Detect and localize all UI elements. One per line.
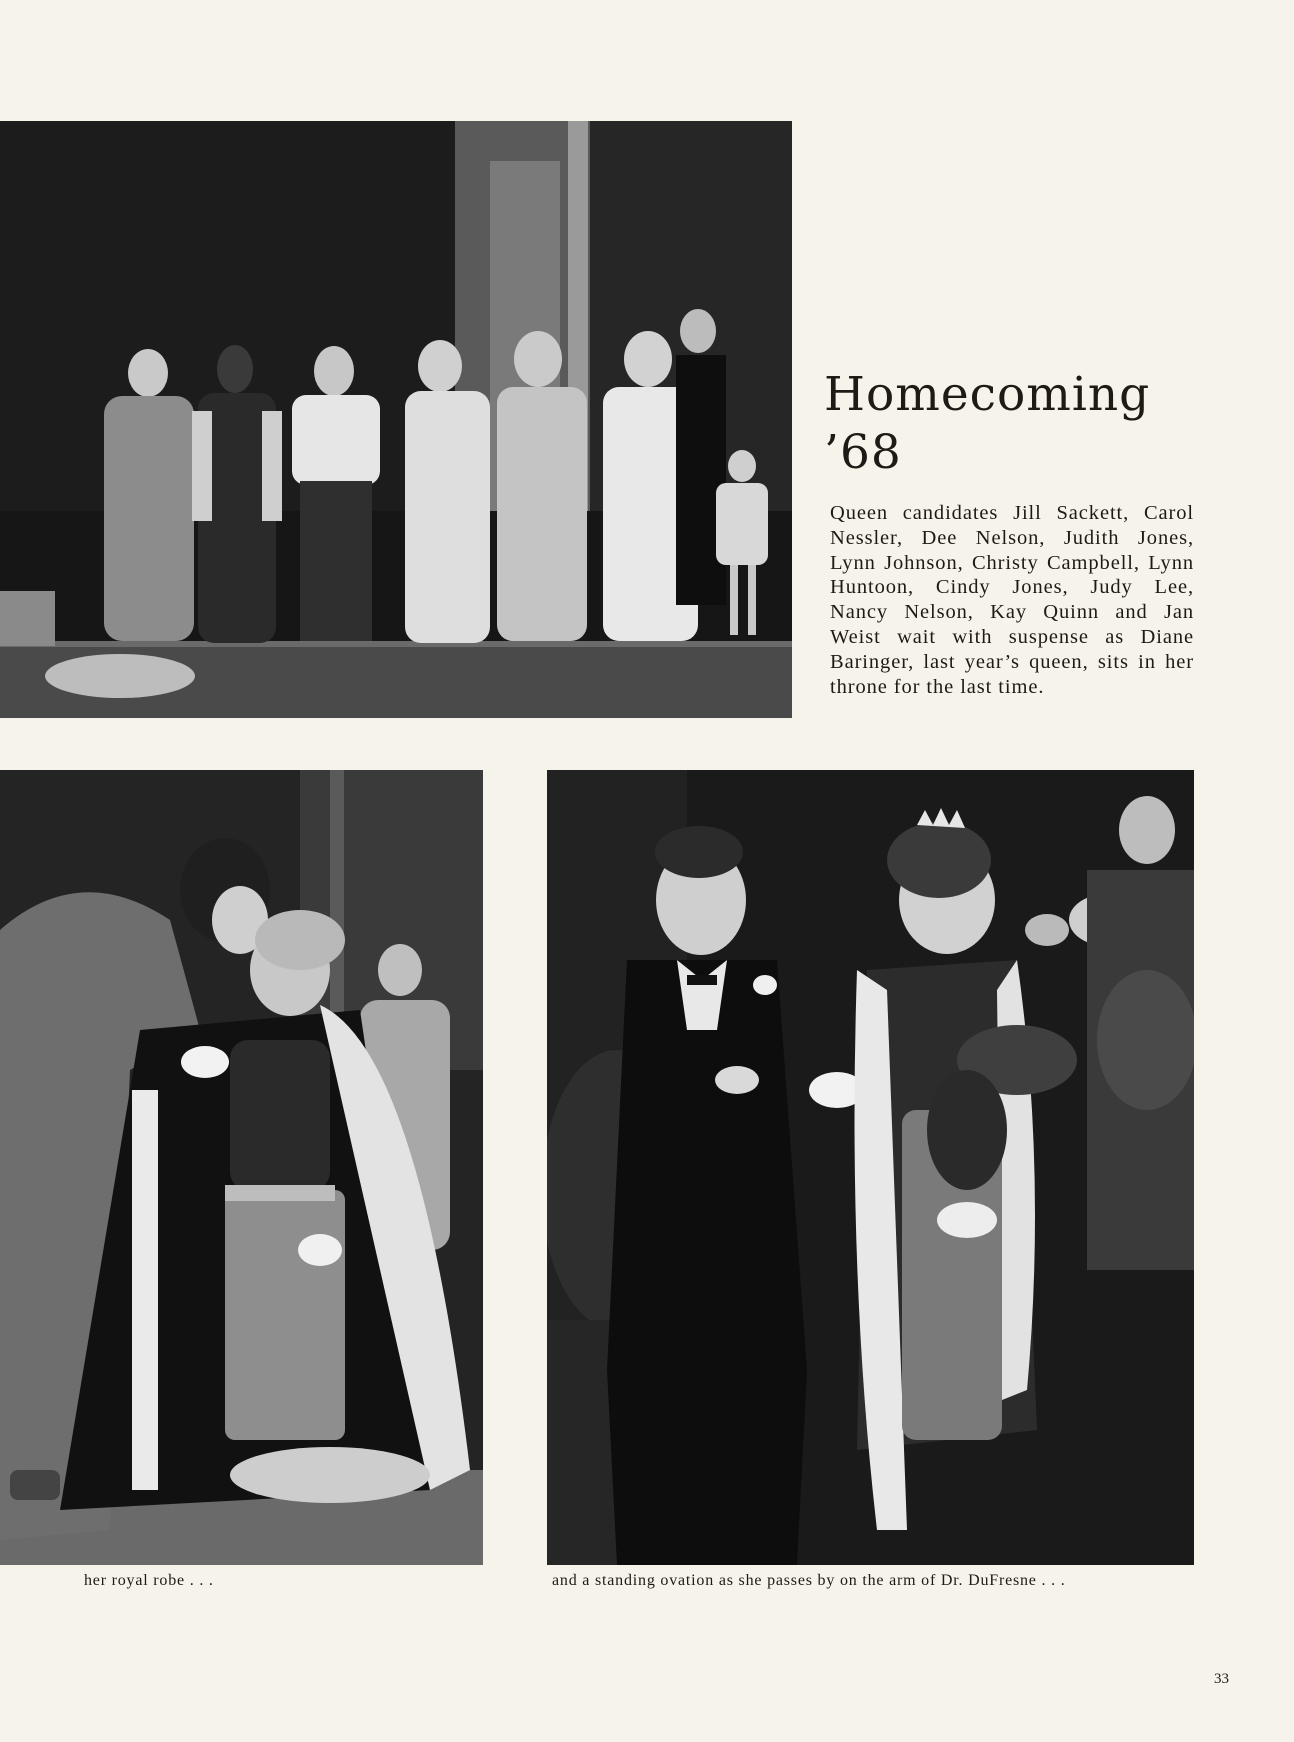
stage-photo-illustration — [0, 121, 792, 718]
ovation-photo-illustration — [547, 770, 1194, 1565]
caption-standing-ovation: and a standing ovation as she passes by on the arm of Dr. DuFresne . . . — [552, 1572, 1066, 1589]
page-title-line-1: Homecoming — [824, 367, 1151, 422]
page-title — [824, 366, 1224, 482]
article-body: Queen candidates Jill Sackett, Carol Nessler, Dee Nelson, Judith Jones, Lynn Johnson, Christy Campbell, Lynn Huntoon, Cindy Jones, Judy Lee, Nancy Nelson, Kay Quinn and Jan Weist wait with suspense as Diane Baringer, last year’s queen, sits in her throne for the last time. — [830, 502, 1194, 698]
caption-royal-robe: her royal robe . . . — [84, 1572, 214, 1589]
photo-queen-candidates-on-stage — [0, 121, 792, 718]
photo-standing-ovation — [547, 770, 1194, 1565]
photo-royal-robe — [0, 770, 483, 1565]
page-number: 33 — [1214, 1671, 1229, 1687]
robe-photo-illustration — [0, 770, 483, 1565]
page-title-line-2: ’68 — [824, 425, 902, 480]
